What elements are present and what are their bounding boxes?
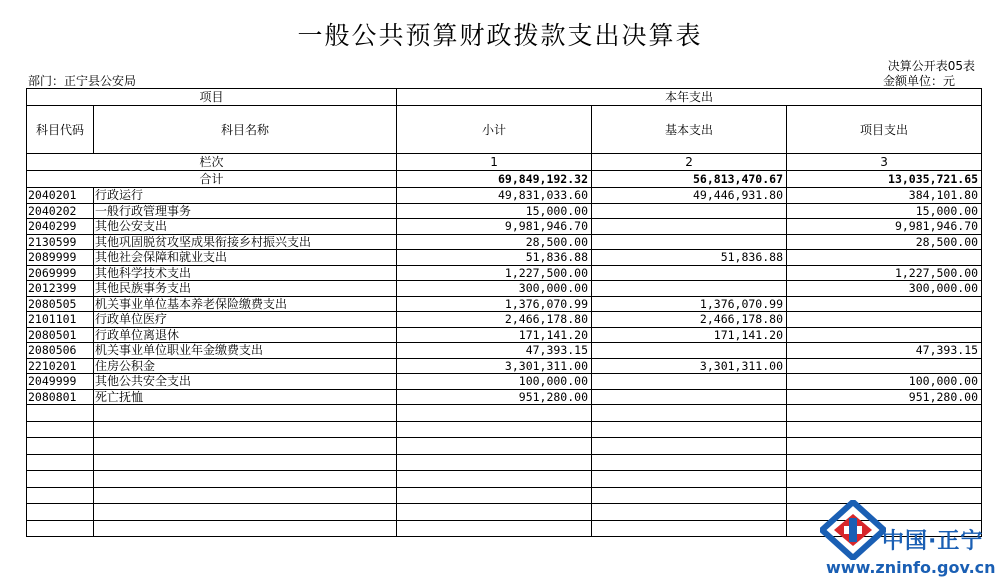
row-subtotal: 171,141.20 xyxy=(397,327,592,343)
row-name: 死亡抚恤 xyxy=(94,389,397,405)
empty-cell xyxy=(94,471,397,488)
row-name: 其他公安支出 xyxy=(94,219,397,235)
form-number: 决算公开表05表 xyxy=(887,59,975,73)
watermark-brand: 中国·正宁 xyxy=(882,529,984,554)
row-project xyxy=(787,296,982,312)
table-row xyxy=(27,343,982,359)
row-project: 28,500.00 xyxy=(787,234,982,250)
empty-cell xyxy=(787,405,982,422)
empty-row xyxy=(27,454,982,471)
row-subtotal: 3,301,311.00 xyxy=(397,358,592,374)
total-project: 13,035,721.65 xyxy=(787,171,982,188)
empty-row xyxy=(27,471,982,488)
row-basic xyxy=(592,265,787,281)
row-name: 机关事业单位职业年金缴费支出 xyxy=(94,343,397,359)
row-name: 行政单位离退休 xyxy=(94,327,397,343)
empty-cell xyxy=(592,504,787,521)
table-row xyxy=(27,389,982,405)
empty-cell xyxy=(787,454,982,471)
empty-cell xyxy=(397,504,592,521)
empty-cell xyxy=(27,405,94,422)
row-subtotal: 100,000.00 xyxy=(397,374,592,390)
empty-cell xyxy=(27,471,94,488)
row-project xyxy=(787,250,982,266)
row-name: 其他科学技术支出 xyxy=(94,265,397,281)
expenditure-table xyxy=(26,88,982,537)
empty-cell xyxy=(397,520,592,537)
column-no-3: 3 xyxy=(787,154,982,171)
empty-cell xyxy=(397,421,592,438)
header-current-year: 本年支出 xyxy=(397,89,982,106)
header-basic: 基本支出 xyxy=(592,106,787,154)
amount-unit: 金额单位：元 xyxy=(882,74,955,88)
empty-cell xyxy=(94,454,397,471)
row-subtotal: 1,227,500.00 xyxy=(397,265,592,281)
department-label: 部门：正宁县公安局 xyxy=(28,74,137,88)
row-basic xyxy=(592,374,787,390)
row-subtotal: 9,981,946.70 xyxy=(397,219,592,235)
header-subtotal: 小计 xyxy=(397,106,592,154)
row-project: 951,280.00 xyxy=(787,389,982,405)
empty-cell xyxy=(94,421,397,438)
empty-cell xyxy=(94,520,397,537)
row-basic: 51,836.88 xyxy=(592,250,787,266)
empty-cell xyxy=(94,438,397,455)
row-project xyxy=(787,327,982,343)
row-code: 2080801 xyxy=(27,389,94,405)
header-project: 项目支出 xyxy=(787,106,982,154)
empty-row xyxy=(27,421,982,438)
column-no-label: 栏次 xyxy=(27,154,397,171)
row-code: 2040202 xyxy=(27,203,94,219)
header-code: 科目代码 xyxy=(27,106,94,154)
empty-cell xyxy=(592,405,787,422)
table-row xyxy=(27,374,982,390)
empty-cell xyxy=(592,471,787,488)
row-project: 9,981,946.70 xyxy=(787,219,982,235)
row-basic: 171,141.20 xyxy=(592,327,787,343)
row-project: 1,227,500.00 xyxy=(787,265,982,281)
empty-cell xyxy=(397,438,592,455)
empty-cell xyxy=(94,487,397,504)
row-basic: 3,301,311.00 xyxy=(592,358,787,374)
empty-cell xyxy=(397,487,592,504)
row-subtotal: 28,500.00 xyxy=(397,234,592,250)
row-code: 2080505 xyxy=(27,296,94,312)
empty-cell xyxy=(27,438,94,455)
row-basic: 1,376,070.99 xyxy=(592,296,787,312)
column-no-1: 1 xyxy=(397,154,592,171)
row-name: 其他巩固脱贫攻坚成果衔接乡村振兴支出 xyxy=(94,234,397,250)
empty-cell xyxy=(27,520,94,537)
row-name: 行政运行 xyxy=(94,188,397,204)
row-code: 2040201 xyxy=(27,188,94,204)
column-no-2: 2 xyxy=(592,154,787,171)
row-code: 2040299 xyxy=(27,219,94,235)
row-code: 2049999 xyxy=(27,374,94,390)
empty-cell xyxy=(397,471,592,488)
empty-cell xyxy=(787,471,982,488)
row-subtotal: 2,466,178.80 xyxy=(397,312,592,328)
table-row xyxy=(27,358,982,374)
page-title: 一般公共预算财政拨款支出决算表 xyxy=(297,21,703,50)
row-code: 2089999 xyxy=(27,250,94,266)
row-code: 2101101 xyxy=(27,312,94,328)
total-label: 合计 xyxy=(27,171,397,188)
row-basic xyxy=(592,203,787,219)
row-subtotal: 15,000.00 xyxy=(397,203,592,219)
table-row xyxy=(27,281,982,297)
empty-row xyxy=(27,438,982,455)
watermark-url: www.zninfo.gov.cn xyxy=(826,558,996,577)
row-project: 47,393.15 xyxy=(787,343,982,359)
row-basic xyxy=(592,343,787,359)
table-row xyxy=(27,219,982,235)
row-subtotal: 300,000.00 xyxy=(397,281,592,297)
row-project: 300,000.00 xyxy=(787,281,982,297)
row-name: 其他公共安全支出 xyxy=(94,374,397,390)
row-name: 机关事业单位基本养老保险缴费支出 xyxy=(94,296,397,312)
row-subtotal: 47,393.15 xyxy=(397,343,592,359)
header-name: 科目名称 xyxy=(94,106,397,154)
table-row xyxy=(27,327,982,343)
row-basic xyxy=(592,234,787,250)
row-name: 一般行政管理事务 xyxy=(94,203,397,219)
row-basic xyxy=(592,219,787,235)
empty-cell xyxy=(27,421,94,438)
row-code: 2080506 xyxy=(27,343,94,359)
row-name: 行政单位医疗 xyxy=(94,312,397,328)
empty-cell xyxy=(787,421,982,438)
table-row xyxy=(27,296,982,312)
watermark-logo xyxy=(820,498,995,580)
row-basic xyxy=(592,281,787,297)
empty-row xyxy=(27,405,982,422)
row-name: 其他民族事务支出 xyxy=(94,281,397,297)
table-row xyxy=(27,234,982,250)
header-item: 项目 xyxy=(27,89,397,106)
total-subtotal: 69,849,192.32 xyxy=(397,171,592,188)
row-project xyxy=(787,358,982,374)
empty-cell xyxy=(94,504,397,521)
row-basic: 49,446,931.80 xyxy=(592,188,787,204)
empty-cell xyxy=(787,438,982,455)
empty-cell xyxy=(592,421,787,438)
table-row xyxy=(27,265,982,281)
row-subtotal: 1,376,070.99 xyxy=(397,296,592,312)
table-body xyxy=(27,188,982,537)
row-subtotal: 51,836.88 xyxy=(397,250,592,266)
row-subtotal: 49,831,033.60 xyxy=(397,188,592,204)
empty-cell xyxy=(592,454,787,471)
empty-cell xyxy=(397,454,592,471)
row-code: 2080501 xyxy=(27,327,94,343)
row-basic xyxy=(592,389,787,405)
row-project: 100,000.00 xyxy=(787,374,982,390)
table-row xyxy=(27,312,982,328)
row-project: 15,000.00 xyxy=(787,203,982,219)
row-name: 其他社会保障和就业支出 xyxy=(94,250,397,266)
table-row xyxy=(27,188,982,204)
empty-cell xyxy=(592,487,787,504)
empty-cell xyxy=(592,438,787,455)
empty-cell xyxy=(27,454,94,471)
zhengning-logo-icon xyxy=(820,500,886,560)
row-code: 2012399 xyxy=(27,281,94,297)
row-project: 384,101.80 xyxy=(787,188,982,204)
row-subtotal: 951,280.00 xyxy=(397,389,592,405)
row-project xyxy=(787,312,982,328)
total-basic: 56,813,470.67 xyxy=(592,171,787,188)
table-row xyxy=(27,250,982,266)
row-basic: 2,466,178.80 xyxy=(592,312,787,328)
empty-cell xyxy=(27,487,94,504)
row-code: 2210201 xyxy=(27,358,94,374)
row-code: 2069999 xyxy=(27,265,94,281)
table-row xyxy=(27,203,982,219)
empty-cell xyxy=(592,520,787,537)
empty-cell xyxy=(397,405,592,422)
empty-cell xyxy=(27,504,94,521)
row-name: 住房公积金 xyxy=(94,358,397,374)
empty-cell xyxy=(94,405,397,422)
row-code: 2130599 xyxy=(27,234,94,250)
